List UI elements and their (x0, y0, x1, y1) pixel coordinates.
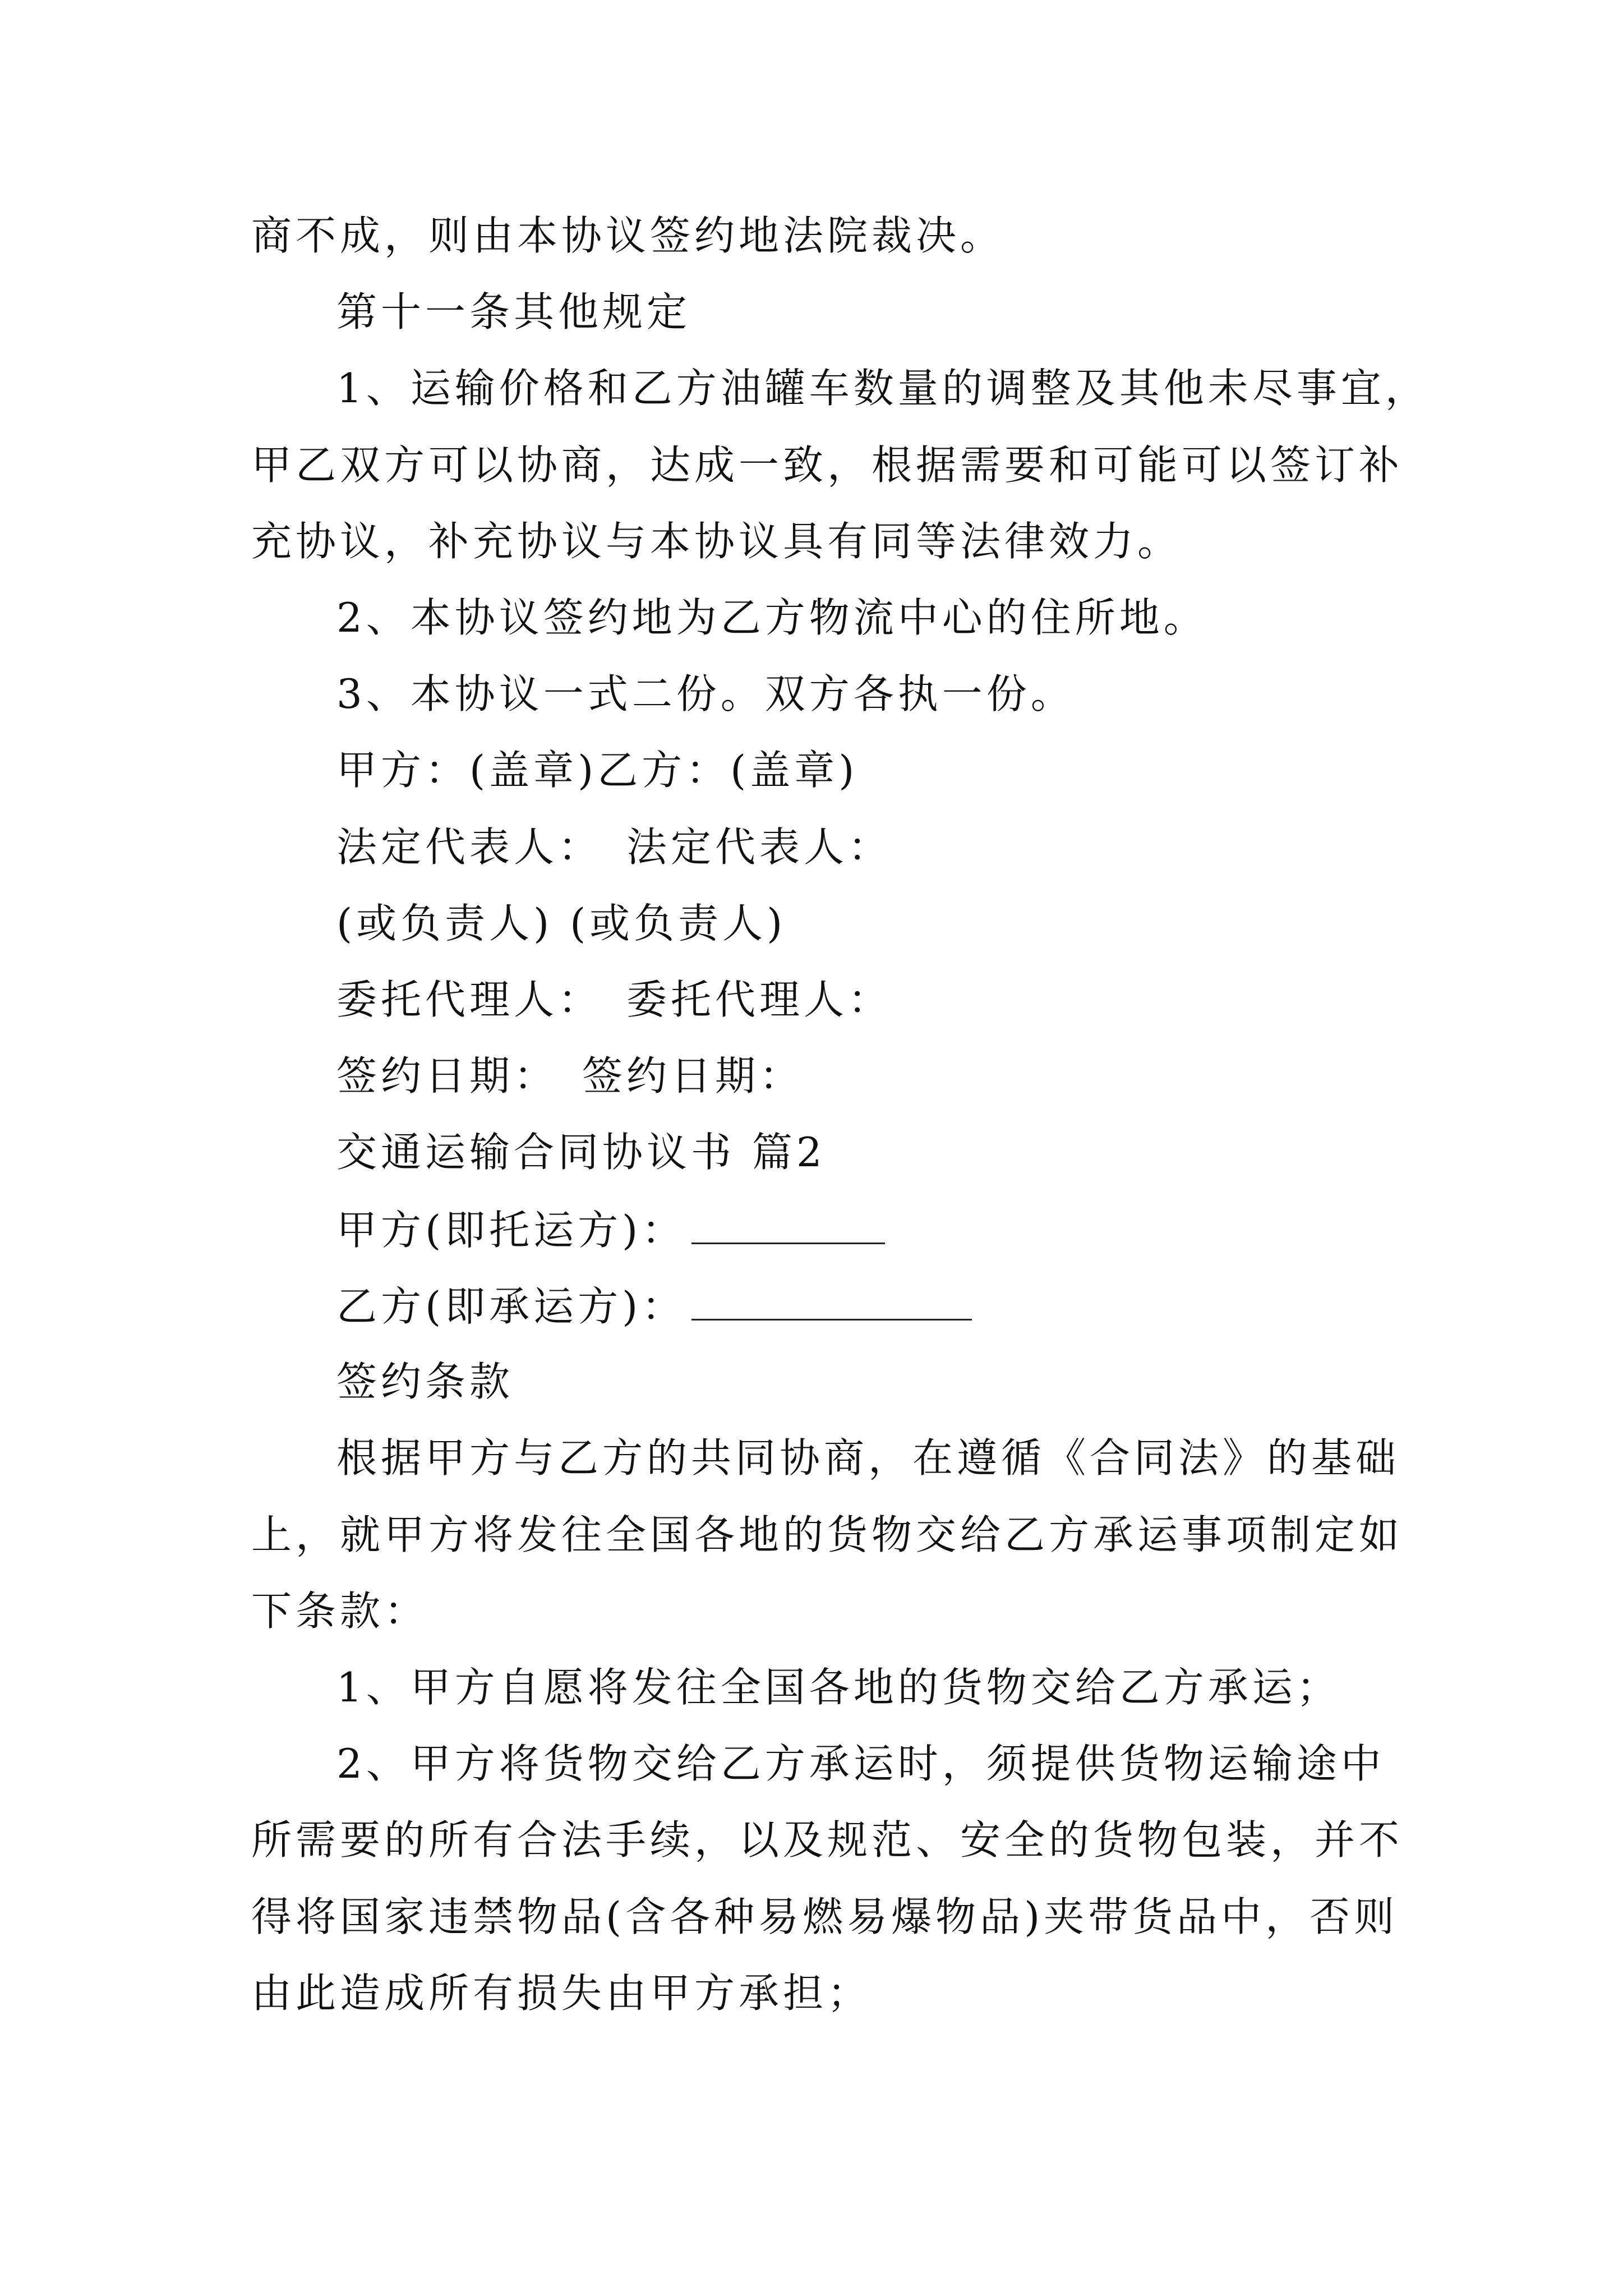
text-line: 甲乙双方可以协商，达成一致，根据需要和可能可以签订补 (251, 441, 1404, 489)
signature-line: 委托代理人： 委托代理人： (336, 976, 893, 1023)
article-title: 交通运输合同协议书 篇2 (336, 1129, 826, 1176)
party-a-line (336, 1202, 885, 1257)
text-line: 2、甲方将货物交给乙方承运时，须提供货物运输途中 (336, 1740, 1385, 1787)
text-line: 1、运输价格和乙方油罐车数量的调整及其他未尽事宜， (336, 365, 1430, 412)
section-heading: 第十一条其他规定 (336, 288, 691, 335)
text-line: 3、本协议一式二份。双方各执一份。 (336, 670, 1075, 717)
text-line: 充协议，补充协议与本协议具有同等法律效力。 (251, 518, 1182, 565)
party-a-label: 甲方(即托运方)： (336, 1207, 686, 1254)
text-line: 上，就甲方将发往全国各地的货物交给乙方承运事项制定如 (251, 1511, 1404, 1558)
party-b-label: 乙方(即承运方)： (336, 1283, 686, 1330)
text-line: 下条款： (251, 1588, 429, 1635)
text-line: 根据甲方与乙方的共同协商，在遵循《合同法》的基础 (336, 1434, 1400, 1481)
signature-line: 签约日期： 签约日期： (336, 1052, 804, 1099)
signature-line: 甲方：(盖章)乙方：(盖章) (336, 747, 859, 794)
section-heading: 签约条款 (336, 1358, 514, 1405)
party-a-blank (691, 1202, 885, 1244)
text-line: 2、本协议签约地为乙方物流中心的住所地。 (336, 594, 1208, 641)
text-line: 商不成，则由本协议签约地法院裁决。 (251, 212, 1005, 259)
party-b-blank (691, 1278, 972, 1320)
text-line: 1、甲方自愿将发往全国各地的货物交给乙方承运； (336, 1664, 1341, 1711)
signature-line: (或负责人) (或负责人) (336, 900, 787, 947)
signature-line: 法定代表人： 法定代表人： (336, 823, 893, 871)
text-line: 由此造成所有损失由甲方承担； (251, 1970, 872, 2017)
text-line: 所需要的所有合法手续，以及规范、安全的货物包装，并不 (251, 1816, 1404, 1864)
text-line: 得将国家违禁物品(含各种易燃易爆物品)夹带货品中，否则 (251, 1893, 1399, 1940)
party-b-line (336, 1278, 972, 1333)
